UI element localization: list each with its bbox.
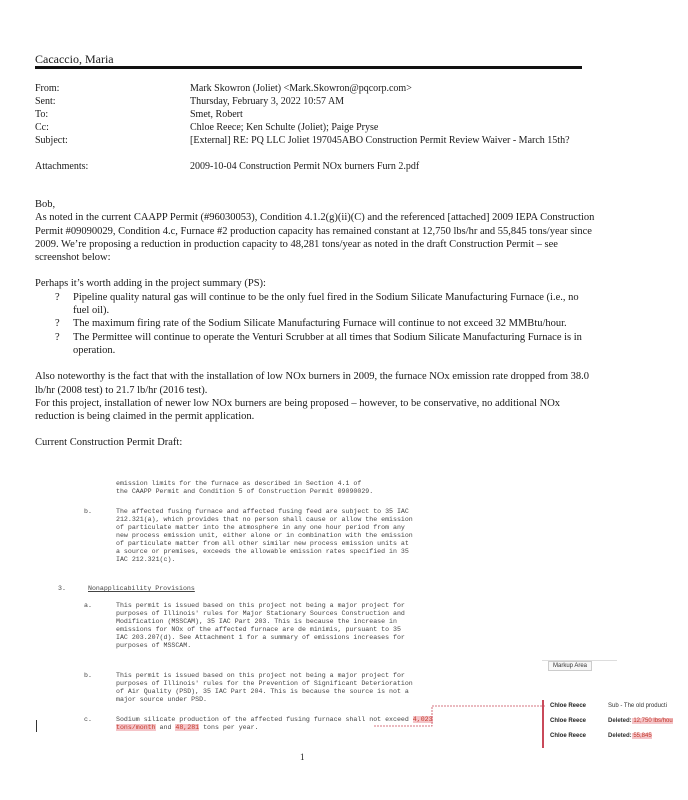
item-a-text: This permit is issued based on this project not being a major project for purposes of Illinois' rules for Major Stationary Sources Construction and Modification (MSSCAM), 35 IAC Part 203. This is because the increase in emissions for NOx of the affected furnace are de minimis, pursuant to 35 IAC 203.207(d). See Attachment 1 for a summary of emissions increases for purposes of MSSCAM.	[116, 602, 405, 649]
comment-text: Deleted: 12,750 lbs/hou	[608, 718, 673, 724]
header-value-from[interactable]: Mark Skowron (Joliet) <Mark.Skowron@pqcorp.com>	[190, 83, 412, 94]
body-paragraph-2: Perhaps it’s worth adding in the project summary (PS):	[35, 278, 266, 290]
bullet-text: The maximum firing rate of the Sodium Silicate Manufacturing Furnace will continue to not exceed 32 MMBtu/hour.	[73, 318, 567, 330]
permit-screenshot	[58, 478, 673, 750]
list-item	[35, 317, 595, 330]
bullet-marker: ?	[55, 318, 60, 330]
attachment-link[interactable]: 2009-10-04 Construction Permit NOx burners Furn 2.pdf	[190, 161, 420, 172]
bullet-marker: ?	[55, 291, 60, 303]
comment-item[interactable]: Chloe Reece	[550, 718, 587, 724]
body-paragraph-4: For this project, installation of newer low NOx burners are being proposed – however, to be conservative, no additional NOx reduction is being claimed in the permit application.	[35, 397, 561, 423]
comment-bar	[542, 700, 544, 748]
section-title: Nonapplicability Provisions	[88, 585, 195, 592]
screenshot-intro: emission limits for the furnace as described in Section 4.1 of the CAAPP Permit and Condition 5 of Construction Permit 09090029.	[116, 480, 374, 495]
email-header	[0, 82, 618, 172]
markup-area-label: Markup Area	[548, 661, 592, 671]
page-title: Cacaccio, Maria	[35, 52, 114, 66]
item-b-text: The affected fusing furnace and affected fusing feed are subject to 35 IAC 212.321(a), which provides that no person shall cause or allow the emission of particulate matter into the atmosphere in any one hour period from any new process emission unit, either alone or in combination with the emission of particulate matter from all other similar new process emission units at a source or premises, exceeds the allowable emission rates specified in 35 IAC 212.321(c).	[116, 508, 413, 563]
bullet-text: Pipeline quality natural gas will continue to be the only fuel fired in the Sodium Silicate Manufacturing Furnace (i.e., no fuel oil).	[73, 291, 579, 317]
item-c-text: Sodium silicate production of the affected fusing furnace shall not exceed 4,023 tons/month and 48,281 tons per year.	[116, 716, 433, 731]
header-label-attachments: Attachments:	[35, 161, 89, 172]
item-marker: c.	[84, 716, 92, 723]
comment-item[interactable]: Chloe Reece	[550, 733, 587, 739]
comment-item[interactable]: Chloe Reece	[550, 703, 587, 709]
header-label-subject: Subject:	[35, 135, 68, 146]
item-marker: b.	[84, 508, 92, 515]
header-value-sent: Thursday, February 3, 2022 10:57 AM	[190, 96, 345, 107]
header-value-subject: [External] RE: PQ LLC Joliet 197045ABO Construction Permit Review Waiver - March 15th?	[190, 135, 570, 146]
comment-connector	[372, 698, 547, 738]
list-item	[35, 291, 595, 318]
comment-text: Deleted: 55,845	[608, 733, 652, 739]
header-value-to: Smet, Robert	[190, 109, 243, 120]
bullet-text: The Permittee will continue to operate the Venturi Scrubber at all times that Sodium Silicate Manufacturing Furnace is in operation.	[73, 331, 582, 356]
list-item	[35, 331, 595, 358]
page-number: 1	[300, 752, 305, 762]
body-paragraph-1: As noted in the current CAAPP Permit (#96030053), Condition 4.1.2(g)(ii)(C) and the referenced [attached] 2009 IEPA Construction Permit #09090029, Condition 4.c, Furnace #2 production capacity has remained constant at 12,750 lbs/hr and 55,845 tons/year since 2009. We’re proposing a reduction in production capacity to 48,281 tons/year as noted in the draft Construction Permit – see screenshot below:	[35, 212, 595, 264]
header-label-sent: Sent:	[35, 96, 56, 107]
section-number: 3.	[58, 585, 66, 592]
comment-text: Sub - The old producti	[608, 703, 667, 709]
tracked-change-highlight[interactable]: 48,281	[175, 724, 200, 731]
header-label-from: From:	[35, 83, 60, 94]
item-marker: b.	[84, 672, 92, 679]
tracked-change-highlight[interactable]: 4,023 tons/month	[116, 716, 433, 731]
bullet-marker: ?	[55, 331, 60, 343]
item-b2-text: This permit is issued based on this project not being a major project for purposes of Illinois' rules for the Prevention of Significant Deterioration of Air Quality (PSD), 35 IAC Part 204. This is because the source is not a major source under PSD.	[116, 672, 413, 703]
header-value-cc: Chloe Reece; Ken Schulte (Joliet); Paige Pryse	[190, 122, 379, 133]
greeting: Bob,	[35, 199, 56, 210]
body-paragraph-5: Current Construction Permit Draft:	[35, 437, 183, 449]
header-label-cc: Cc:	[35, 122, 49, 133]
item-marker: a.	[84, 602, 92, 609]
title-rule	[35, 66, 582, 69]
change-bar	[36, 720, 37, 732]
email-body	[35, 198, 595, 450]
header-label-to: To:	[35, 109, 49, 120]
body-paragraph-3: Also noteworthy is the fact that with the installation of low NOx burners in 2009, the furnace NOx emission rate dropped from 38.0 lb/hr (2008 test) to 21.7 lb/hr (2016 test).	[35, 371, 590, 396]
